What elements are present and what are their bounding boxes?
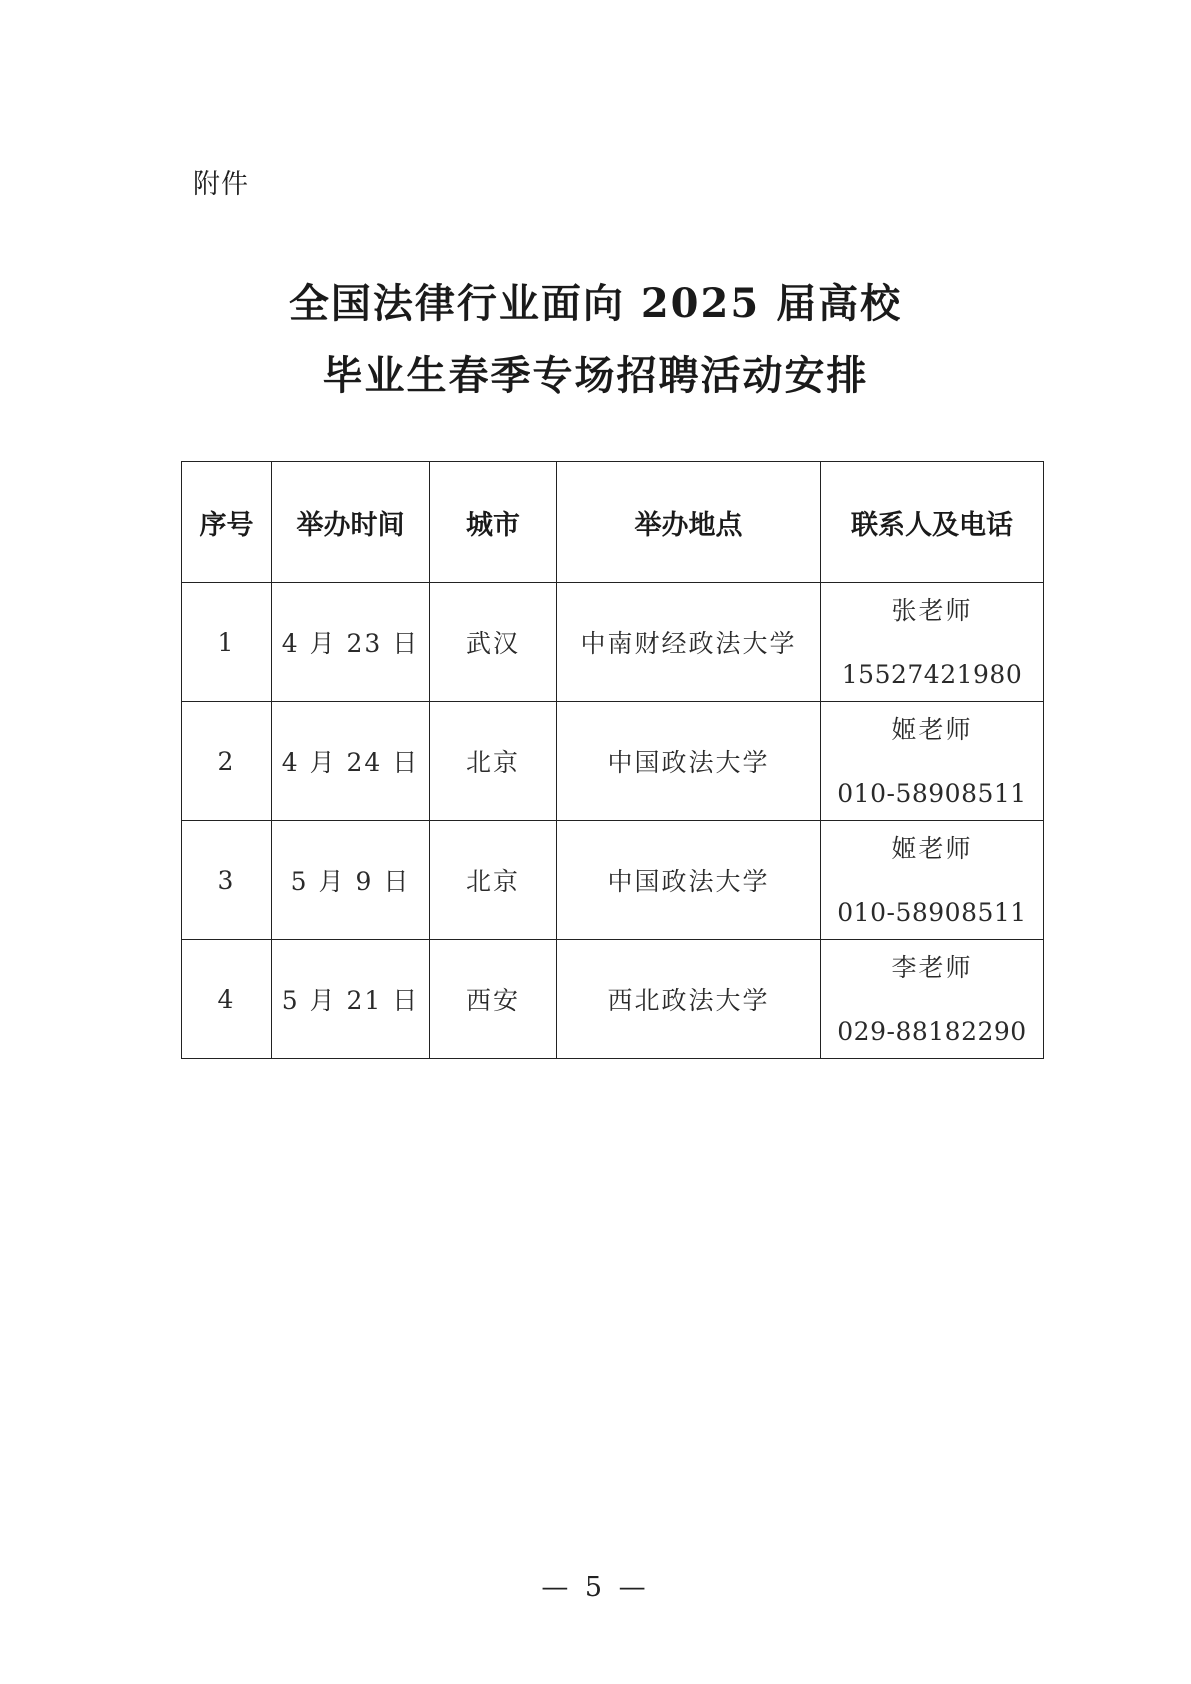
header-contact: 联系人及电话 [821, 462, 1044, 583]
cell-date: 5 月 21 日 [272, 940, 430, 1059]
cell-date: 5 月 9 日 [272, 821, 430, 940]
table-row [182, 702, 1044, 821]
cell-no: 1 [182, 583, 272, 702]
title-line-2: 毕业生春季专场招聘活动安排 [322, 352, 869, 399]
header-no: 序号 [182, 462, 272, 583]
table-row [182, 583, 1044, 702]
cell-city: 北京 [430, 821, 557, 940]
cell-contact [821, 821, 1044, 940]
header-city: 城市 [430, 462, 557, 583]
cell-city: 武汉 [430, 583, 557, 702]
cell-contact [821, 940, 1044, 1059]
cell-contact [821, 583, 1044, 702]
title-line-1: 全国法律行业面向 2025 届高校 [288, 280, 903, 327]
cell-date: 4 月 24 日 [272, 702, 430, 821]
cell-no: 3 [182, 821, 272, 940]
document-title [0, 268, 1191, 412]
table-row [182, 821, 1044, 940]
page-number: — 5 — [541, 1572, 650, 1603]
contact-name: 姬老师 [891, 715, 973, 744]
cell-city: 西安 [430, 940, 557, 1059]
attachment-label: 附件 [193, 169, 249, 200]
table-header-row [182, 462, 1044, 583]
table-row [182, 940, 1044, 1059]
contact-phone: 010-58908511 [837, 898, 1027, 927]
contact-phone: 029-88182290 [837, 1017, 1027, 1046]
contact-name: 姬老师 [891, 834, 973, 863]
cell-venue: 中国政法大学 [557, 702, 821, 821]
cell-venue: 中南财经政法大学 [557, 583, 821, 702]
recruitment-schedule-table [181, 461, 1044, 1059]
cell-date: 4 月 23 日 [272, 583, 430, 702]
header-venue: 举办地点 [557, 462, 821, 583]
cell-venue: 西北政法大学 [557, 940, 821, 1059]
cell-no: 4 [182, 940, 272, 1059]
contact-phone: 010-58908511 [837, 779, 1027, 808]
contact-name: 李老师 [891, 953, 973, 982]
cell-venue: 中国政法大学 [557, 821, 821, 940]
cell-no: 2 [182, 702, 272, 821]
contact-phone: 15527421980 [841, 660, 1023, 689]
contact-name: 张老师 [891, 596, 973, 625]
cell-contact [821, 702, 1044, 821]
cell-city: 北京 [430, 702, 557, 821]
header-date: 举办时间 [272, 462, 430, 583]
